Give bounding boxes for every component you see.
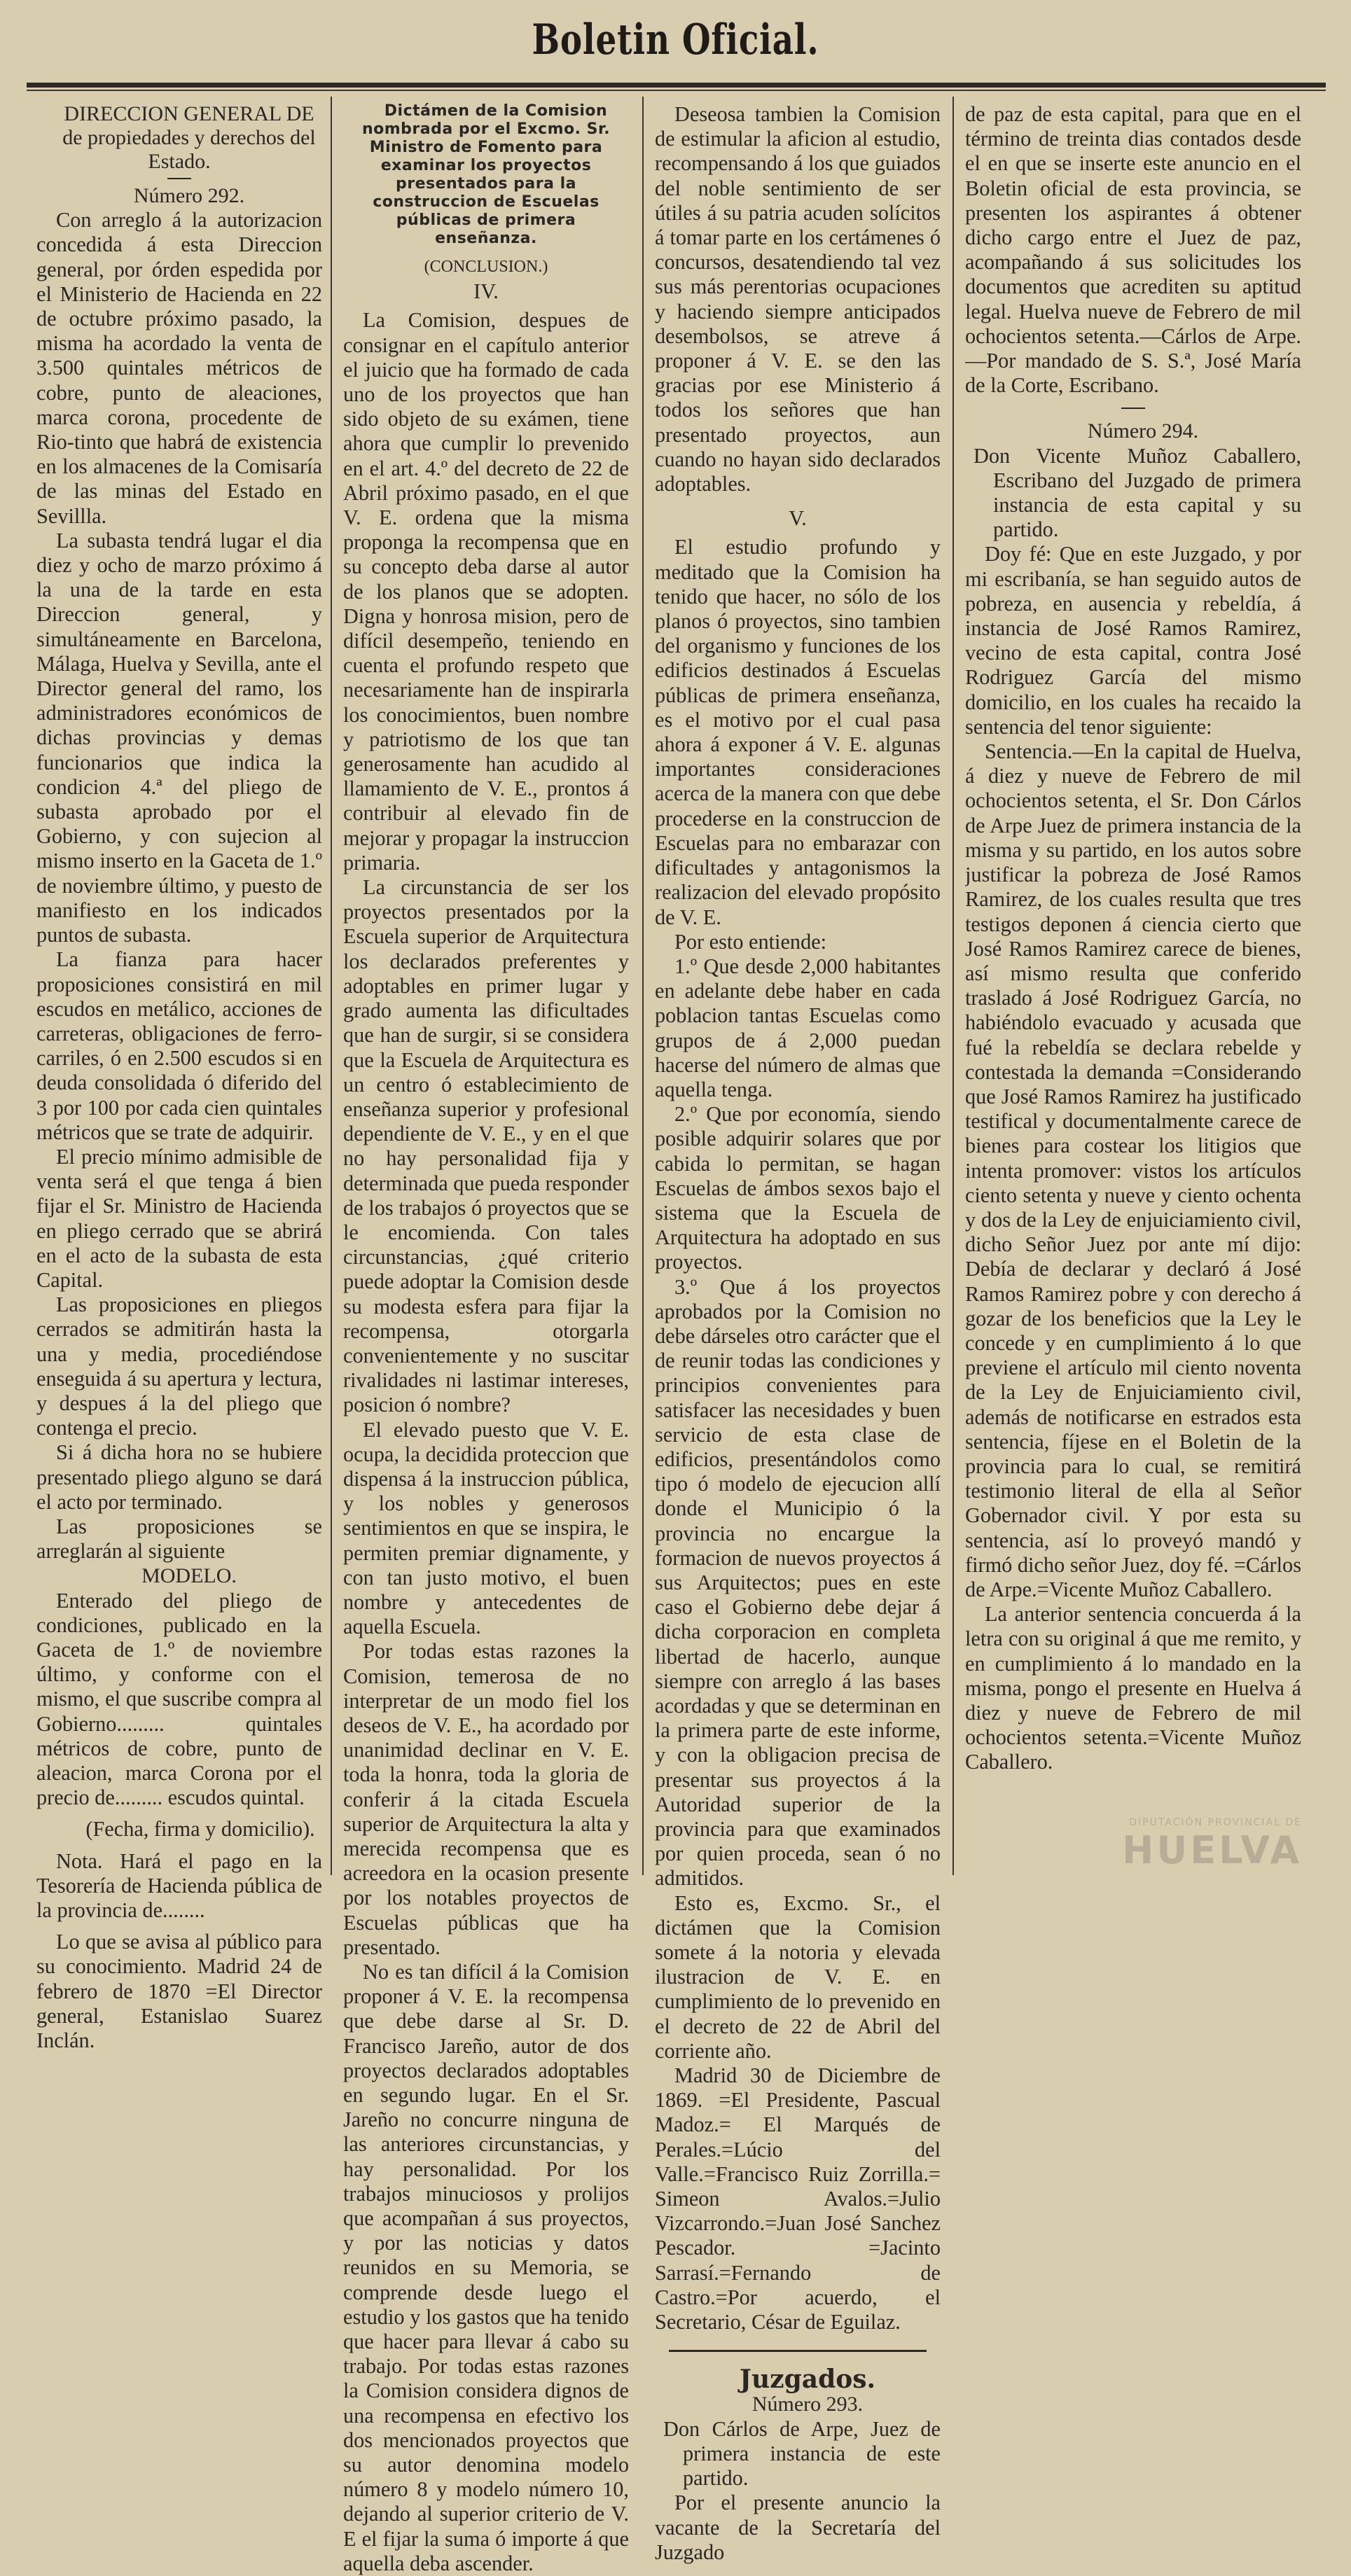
juzgados-heading: Juzgados. [739, 2365, 876, 2395]
paragraph: La Comision, despues de consignar en el capítulo anterior el juicio que ha formado de cada uno de los proyectos que han sido objeto de su exámen, tiene ahora que cumplir lo prevenido en el art. 4.º del decreto de 22 de Abril próximo pasado, en el que V. E. ordena que la misma proponga la recompensa que en su concepto deba darse al autor de los planos que se adopten. Digna y honrosa mision, pero de difícil desempeño, teniendo en cuenta el profundo respeto que necesariamente han de inspirarla los conocimientos, buen nombre y patriotismo de los que tan generosamente han acudido al llamamiento de V. E., prontos á contribuir al elevado fin de mejorar y propagar la instruccion primaria. [343, 308, 629, 875]
divider [167, 178, 191, 179]
column-divider [952, 97, 954, 1875]
paragraph: No es tan difícil á la Comision proponer á V. E. la recompensa que debe darse al Sr. D. Francisco Jareño, autor de dos proyectos declarados adoptables en segundo lugar. En el Sr. Jareño no concurre ninguna de las anteriores circunstancias, y hay personalidad. Por los trabajos minuciosos y prolijos que acompañan á sus proyectos, y por las noticias y datos reunidos en su Memoria, se comprende desde luego el estudio y los gastos que ha tenido que hacer para llevar á cabo su trabajo. Por todas estas razones la Comision considera dignos de una recompensa en efectivo los dos mencionados proyectos que su autor denomina modelo número 8 y modelo número 10, dejando al superior criterio de V. E el fijar la suma ó importe á que aquella deba ascender. [343, 1960, 629, 2575]
paragraph: La circunstancia de ser los proyectos presentados por la Escuela superior de Arquitectura los declarados preferentes y adoptables en primer lugar y grado aumenta las dificultades que han de surgir, si se considera que la Escuela de Arquitectura es un centro ó establecimiento de enseñanza superior y profesional dependiente de V. E., y en el que no hay personalidad fija y determinada que pueda responder de los trabajos ó proyectos que se le encomienda. Con tales circunstancias, ¿qué criterio puede adoptar la Comision desde su modesta esfera para fijar la recompensa, otorgarla convenientemente y no suscitar rivalidades ni lastimar intereses, posicion ó nombre? [343, 875, 629, 1417]
paragraph: 2.º Que por economía, siendo posible adquirir solares que por cabida lo permitan, se hagan Escuelas de ámbos sexos bajo el sistema que la Escuela de Arquitectura ha adoptado en sus proyectos. [655, 1102, 941, 1274]
masthead-title: Boletin Oficial. [532, 15, 819, 64]
model-text: Enterado del pliego de condiciones, publicado en la Gaceta de 1.º de noviembre último, y conforme con el mismo, el que suscribe compra al Gobierno......... quintales métricos de cobre, punto de aleacion, marca Corona por el precio de......... escudos quintal. [36, 1588, 322, 1810]
divider [1121, 408, 1145, 409]
paragraph: Por todas estas razones la Comision, temerosa de no interpretar de un modo fiel los deseos de V. E., ha acordado por unanimidad declinar en V. E. toda la honra, toda la gloria de conferir á la citada Escuela superior de Arquitectura la alta y merecida recompensa que es acreedora en la ocasion presente por los notables proyectos de Escuelas públicas que ha presentado. [343, 1639, 629, 1959]
paragraph: El elevado puesto que V. E. ocupa, la decidida proteccion que dispensa á la instruccion pública, y los nobles y generosos sentimientos en que se inspira, le permiten premiar dignamente, y con tan justo motivo, el buen nombre y antecedentes de aquella Escuela. [343, 1417, 629, 1639]
column-3 [655, 102, 941, 2565]
section-heading: DIRECCION GENERAL DE [64, 102, 314, 125]
conclusion-label: (CONCLUSION.) [424, 258, 548, 276]
masthead-rule [27, 83, 1326, 88]
watermark-small-text: DIPUTACIÓN PROVINCIAL DE [1129, 1817, 1302, 1828]
paragraph: Deseosa tambien la Comision de estimular la aficion al estudio, recompensando á los que guiados del noble sentimiento de ser útiles á su patria acuden solícitos á tomar parte en los certámenes ó concursos, desatendiendo tal vez sus más perentorias ocupaciones y haciendo siempre anticipados desembolsos, se atreve á proponer á V. E. se den las gracias por ese Ministerio á todos los señores que han presentado proyectos, aun cuando no hayan sido declarados adoptables. [655, 102, 941, 496]
paragraph: 3.º Que á los proyectos aprobados por la Comision no debe dárseles otro carácter que el de reunir todas las condiciones y principios convenientes para satisfacer las necesidades y buen servicio de esta clase de edificios, presentándolos como tipo ó modelo de ejecucion allí donde el Municipio ó la provincia no encargue la formacion de nuevos proyectos á sus Arquitectos; pues en este caso el Gobierno debe dejar á dicha corporacion en completa libertad de hacerlo, aunque siempre con arreglo á las bases acordadas y que se determinan en la primera parte de este informe, y con la obligacion precisa de presentar sus proyectos á la Autoridad superior de la provincia para que examinados por quien proceda, sean ó no admitidos. [655, 1274, 941, 1891]
paragraph: Por esto entiende: [674, 929, 827, 954]
column-1 [36, 102, 322, 2053]
column-4 [965, 102, 1301, 1775]
section-subheading: de propiedades y derechos del Estado. [62, 126, 316, 173]
paragraph: La anterior sentencia concuerda á la letra con su original á que me remito, y en cumplimiento á lo mandado en la misma, pongo el presente en Huelva á diez y nueve de Febrero de mil ochocientos setenta.=Vicente Muñoz Caballero. [965, 1602, 1301, 1774]
signature-line: (Fecha, firma y domicilio). [85, 1817, 315, 1842]
section-numeral: IV. [473, 279, 499, 304]
paragraph: El precio mínimo admisible de venta será el que tenga á bien fijar el Sr. Ministro de Hacienda en pliego cerrado que se abrirá en el acto de la subasta de esta Capital. [36, 1144, 322, 1292]
paragraph: La fianza para hacer proposiciones consistirá en mil escudos en metálico, acciones de carreteras, obligaciones de ferro-carriles, ó en 2.500 escudos si en deuda consolidada ó diferido del 3 por 100 por cada cien quintales métricos que se trate de adquirir. [36, 947, 322, 1144]
nota: Nota. Hará el pago en la Tesorería de Hacienda pública de la provincia de........ [36, 1849, 322, 1923]
column-divider [331, 97, 332, 1875]
paragraph: 1.º Que desde 2,000 habitantes en adelante debe haber en cada poblacion tantas Escuelas como grupos de á 2,000 puedan hacerse del número de almas que aquella tenga. [655, 954, 941, 1101]
paragraph: de paz de esta capital, para que en el término de treinta dias contados desde el en que se inserte este anuncio en el Boletin oficial de esta provincia, se presenten los aspirantes á obtener dicho cargo entre el Juez de paz, acompañando á sus solicitudes los documentos que acrediten su aptitud legal. Huelva nueve de Febrero de mil ochocientos setenta.—Cárlos de Arpe.—Por mandado de S. S.ª, José María de la Corte, Escribano. [965, 102, 1301, 398]
paragraph: Esto es, Excmo. Sr., el dictámen que la Comision somete á la notoria y elevada ilustracion de V. E. en cumplimiento de lo prevenido en el decreto de 22 de Abril del corriente año. [655, 1891, 941, 2063]
paragraph: Doy fé: Que en este Juzgado, y por mi escribanía, se han seguido autos de pobreza, en ausencia y rebeldía, á instancia de José Ramos Ramirez, vecino de esta capital, contra José Rodriguez García del mismo domicilio, en los cuales ha recaido la sentencia del tenor siguiente: [965, 542, 1301, 739]
paragraph: El estudio profundo y meditado que la Comision ha tenido que hacer, no sólo de los planos ó proyectos, sino tambien del organismo y funciones de los edificios destinados á Escuelas públicas de primera enseñanza, es el motivo por el cual pasa ahora á exponer á V. E. algunas importantes consideraciones acerca de la manera con que debe procederse en la construccion de Escuelas para no embarazar con dificultades y antagonismos la realizacion del elevado propósito de V. E. [655, 535, 941, 929]
paragraph: Las proposiciones en pliegos cerrados se admitirán hasta la una y media, procediéndose enseguida á su apertura y lectura, y despues á la del pliego que contenga el precio. [36, 1293, 322, 1440]
column-divider [642, 97, 644, 1875]
paragraph: Por el presente anuncio la vacante de la Secretaría del Juzgado [655, 2491, 941, 2564]
paragraph: Sentencia.—En la capital de Huelva, á diez y nueve de Febrero de mil ochocientos setenta, el Sr. Don Cárlos de Arpe Juez de primera instancia de la misma y su partido, en los autos sobre justificar la pobreza de José Ramos Ramirez, de los cuales resulta que tres testigos deponen á ciencia cierto que José Ramos Ramirez carece de bienes, así mismo resulta que conferido traslado á José Rodriguez García, no habiéndolo evacuado y acusada que fué la rebeldía se declara rebelde y contestada la demanda =Considerando que José Ramos Ramirez ha justificado testifical y documentalmente carece de bienes para costear los litigios que intenta promover: vistos los artículos ciento setenta y nueve y ciento ochenta y dos de la Ley de enjuiciamiento civil, dicho Señor Juez por ante mí dijo: Debía de declarar y declaró á José Ramos Ramirez pobre y con derecho á gozar de los beneficios que la Ley le concede y en cumplimiento á lo que previene el artículo mil ciento noventa de la Ley de Enjuiciamiento civil, además de notificarse en estrados esta sentencia, fíjese en el Boletin de la provincia para lo cual, se remitirá testimonio literal de ella al Señor Gobernador civil. Y por esta su sentencia, así lo proveyó mandó y firmó dicho señor Juez, doy fé. =Cárlos de Arpe.=Vicente Muñoz Caballero. [965, 739, 1301, 1601]
watermark-big-text: HUELVA [1122, 1828, 1302, 1872]
paragraph: Si á dicha hora no se hubiere presentado pliego alguno se dará el acto por terminado. [36, 1440, 322, 1514]
masthead-rule-thin [27, 90, 1326, 91]
section-numeral: V. [789, 506, 807, 531]
article-title: Dictámen de la Comision nombrada por el Excmo. Sr. Ministro de Fomento para examinar los proyectos presentados para la construccion de Escuelas públicas de primera enseñanza. [361, 102, 611, 247]
column-2 [343, 102, 629, 2576]
notice-number: Número 294. [1087, 419, 1199, 443]
paragraph: Las proposiciones se arreglarán al siguiente [36, 1514, 322, 1564]
notice-heading: Don Cárlos de Arpe, Juez de primera instancia de este partido. [663, 2416, 941, 2491]
notice-number: Número 293. [751, 2393, 864, 2416]
model-title: MODELO. [141, 1564, 237, 1588]
paragraph: La subasta tendrá lugar el dia diez y ocho de marzo próximo á la una de la tarde en esta Direccion general, y simultáneamente en Barcelona, Málaga, Huelva y Sevilla, ante el Director general del ramo, los administradores económicos de dichas provincias y demas funcionarios que indica la condicion 4.ª del pliego de subasta aprobado por el Gobierno, y con sujecion al mismo inserto en la Gaceta de 1.º de noviembre último, y puesto de manifiesto en los indicados puntos de subasta. [36, 528, 322, 947]
signatures: Madrid 30 de Diciembre de 1869. =El Presidente, Pascual Madoz.= El Marqués de Perales.=Lúcio del Valle.=Francisco Ruiz Zorrilla.= Simeon Avalos.=Julio Vizcarrondo.=Juan José Sanchez Pescador. =Jacinto Sarrasí.=Fernando de Castro.=Por acuerdo, el Secretario, César de Eguilaz. [655, 2063, 941, 2334]
section-divider [669, 2350, 927, 2352]
notice-heading: Don Vicente Muñoz Caballero, Escribano del Juzgado de primera instancia de esta capital y su partido. [974, 443, 1301, 542]
paragraph: Con arreglo á la autorizacion concedida á esta Direccion general, por órden espedida por el Ministerio de Hacienda en 22 de octubre próximo pasado, la misma ha acordado la venta de 3.500 quintales métricos de cobre, punto de aleaciones, marca corona, procedente de Rio-tinto que habrá de existencia en los almacenes de la Comisaría de las minas del Estado en Sevillla. [36, 208, 322, 528]
archive-watermark [1099, 1817, 1302, 1884]
closing-paragraph: Lo que se avisa al público para su conocimiento. Madrid 24 de febrero de 1870 =El Director general, Estanislao Suarez Inclán. [36, 1930, 322, 2053]
notice-number: Número 292. [133, 184, 245, 207]
